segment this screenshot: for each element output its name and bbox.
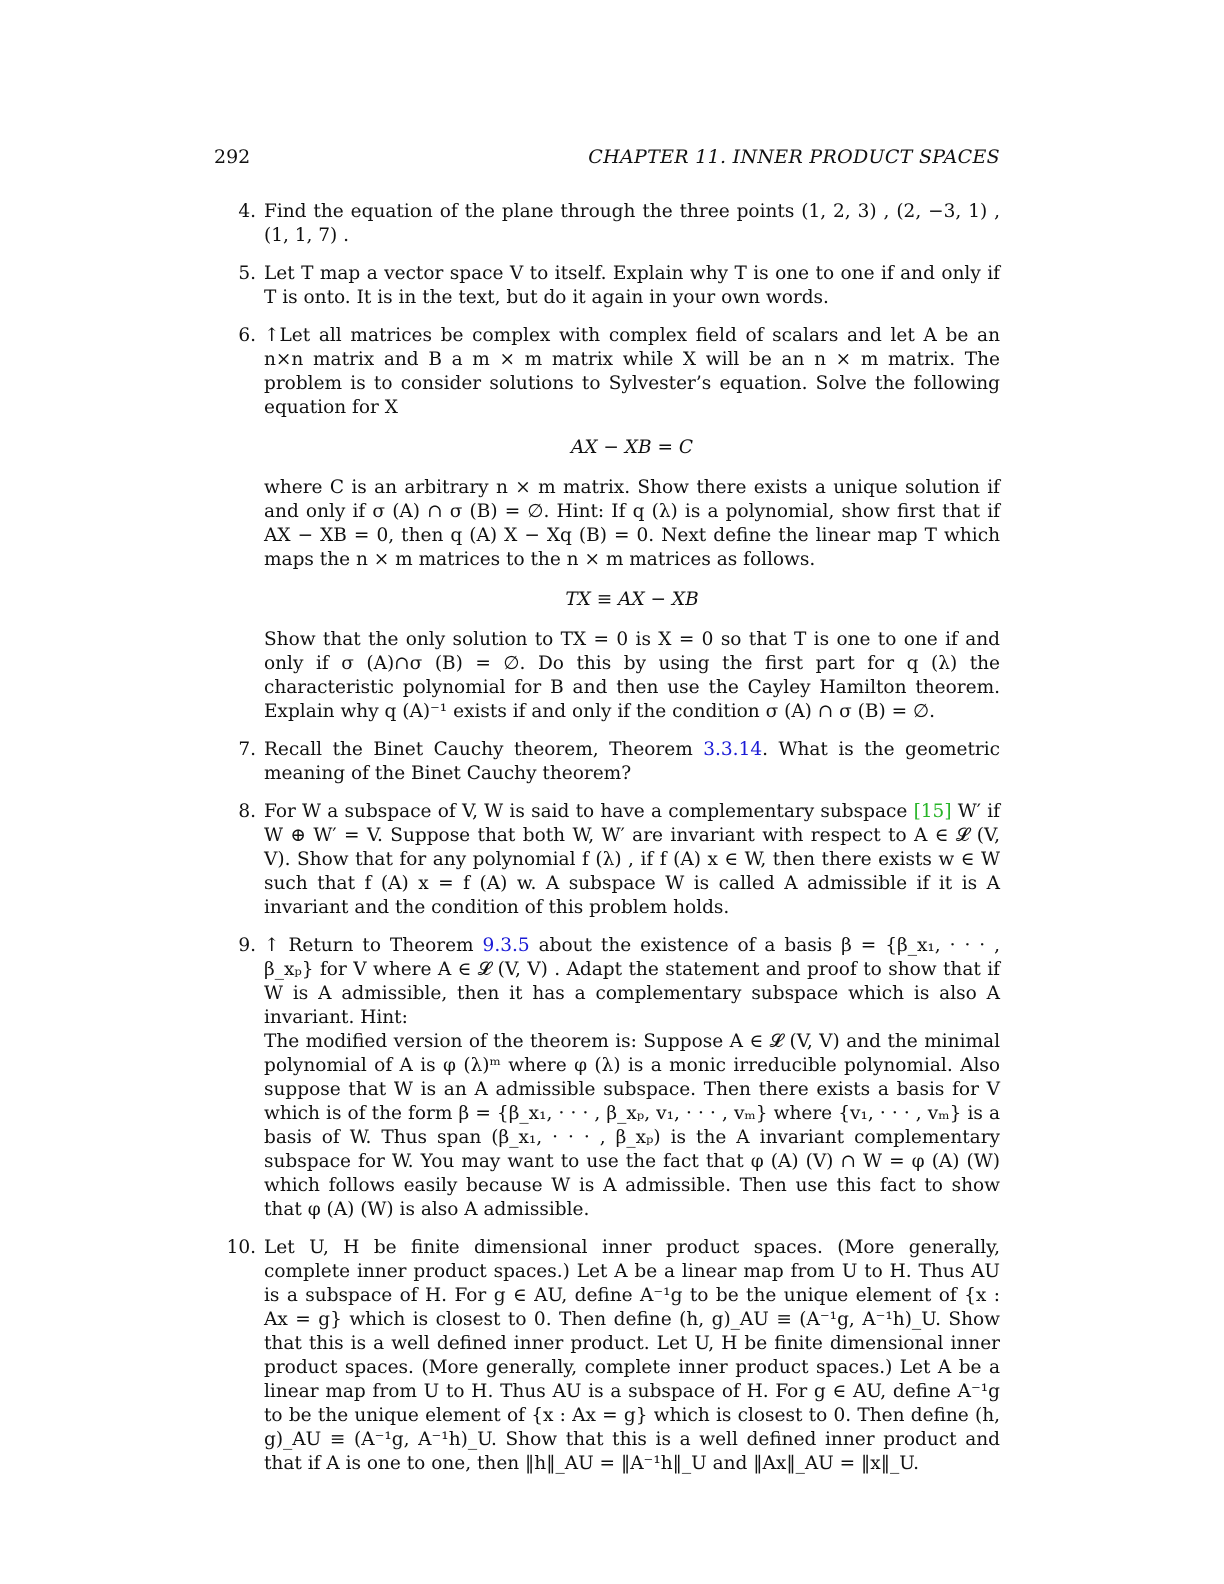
problem-text: Let U, H be finite dimensional inner product spaces. (More generally, complete inner product spaces.) Let A be a linear map from U to H. Thus AU is a subspace of H. For g ∈ AU, define A⁻¹g to be the unique element of {x : Ax = g} which is closest to 0. Then define (h, g)_AU ≡ (A⁻¹g, A⁻¹h)_U. Show that this is a well defined inner product. Let U, H be finite dimensional inner product spaces. (More generally, complete inner product spaces.) Let A be a linear map from U to H. Thus AU is a subspace of H. For g ∈ AU, define A⁻¹g to be the unique element of {x : Ax = g} which is closest to 0. Then define (h, g)_AU ≡ (A⁻¹g, A⁻¹h)_U. Show that this is a well defined inner product and that if A is one to one, then ‖h‖_AU = ‖A⁻¹h‖_U and ‖Ax‖_AU = ‖x‖_U. <box>264 1237 1000 1474</box>
problem-6 <box>224 324 1000 724</box>
problem-text <box>264 934 1000 1030</box>
problem-number: 10. <box>226 1237 256 1258</box>
problem-number: 9. <box>238 935 256 956</box>
problem-5 <box>224 262 1000 310</box>
text-after: W′ if W ⊕ W′ = V. Suppose that both W, W′ are invariant with respect to A ∈ 𝓛 (V, V). Show that for any polynomial f (λ) , if f (A) x ∈ W, then there exists w ∈ W such that f (A) x = f (A) w. A subspace W is called A admissible if it is A invariant and the condition of this problem holds. <box>264 801 1000 918</box>
problem-number: 5. <box>238 263 256 284</box>
text-after: . What is the geometric meaning of the Binet Cauchy theorem? <box>264 739 1000 784</box>
problem-text: Let T map a vector space V to itself. Explain why T is one to one if and only if T is onto. It is in the text, but do it again in your own words. <box>264 263 1000 308</box>
theorem-link[interactable]: 9.3.5 <box>482 935 530 956</box>
problem-number: 8. <box>238 801 256 822</box>
text-before: Recall the Binet Cauchy theorem, Theorem <box>264 739 704 760</box>
problem-8 <box>224 800 1000 920</box>
citation-link[interactable]: [15] <box>913 801 952 822</box>
problem-number: 4. <box>238 201 256 222</box>
theorem-link[interactable]: 3.3.14 <box>703 739 763 760</box>
text-after: about the existence of a basis β = {β_x₁, · · · , β_xₚ} for V where A ∈ 𝓛 (V, V) . Adapt the statement and proof to show that if W is A admissible, then it has a complementary subspace which is also A invariant. Hint: <box>264 935 1000 1028</box>
problem-9 <box>224 934 1000 1222</box>
problem-number: 6. <box>238 325 256 346</box>
problem-end: Show that the only solution to TX = 0 is X = 0 so that T is one to one if and only if σ (A)∩σ (B) = ∅. Do this by using the first part for q (λ) the characteristic polynomial for B and then use the Cayley Hamilton theorem. Explain why q (A)⁻¹ exists if and only if the condition σ (A) ∩ σ (B) = ∅. <box>264 629 1000 722</box>
problem-text: Find the equation of the plane through the three points (1, 2, 3) , (2, −3, 1) , (1, 1, 7) . <box>264 201 1000 246</box>
page-number: 292 <box>214 146 251 168</box>
problem-4 <box>224 200 1000 248</box>
linear-map-equation: TX ≡ AX − XB <box>565 589 699 610</box>
problem-text <box>264 800 1000 920</box>
hint-paragraph: The modified version of the theorem is: Suppose A ∈ 𝓛 (V, V) and the minimal polynomial of A is φ (λ)ᵐ where φ (λ) is a monic irreducible polynomial. Also suppose that W is an A admissible subspace. Then there exists a basis for V which is of the form β = {β_x₁, · · · , β_xₚ, v₁, · · · , vₘ} where {v₁, · · · , vₘ} is a basis of W. Thus span (β_x₁, · · · , β_xₚ) is the A invariant complementary subspace for W. You may want to use the fact that φ (A) (V) ∩ W = φ (A) (W) which follows easily because W is A admissible. Then use this fact to show that φ (A) (W) is also A admissible. <box>264 1031 1000 1220</box>
problem-10 <box>224 1236 1000 1476</box>
text-before: ↑ Return to Theorem <box>264 935 483 956</box>
chapter-title: CHAPTER 11. INNER PRODUCT SPACES <box>588 146 1000 168</box>
text-before: For W a subspace of V, W is said to have a complementary subspace <box>264 801 914 822</box>
sylvester-equation: AX − XB = C <box>571 437 693 458</box>
problem-list <box>224 200 1000 1490</box>
problem-number: 7. <box>238 739 256 760</box>
problem-7 <box>224 738 1000 786</box>
problem-intro: ↑Let all matrices be complex with complex field of scalars and let A be an n×n matrix and B a m × m matrix while X will be an n × m matrix. The problem is to consider solutions to Sylvester’s equation. Solve the following equation for X <box>264 325 1000 418</box>
problem-middle: where C is an arbitrary n × m matrix. Show there exists a unique solution if and only if σ (A) ∩ σ (B) = ∅. Hint: If q (λ) is a polynomial, show first that if AX − XB = 0, then q (A) X − Xq (B) = 0. Next define the linear map T which maps the n × m matrices to the n × m matrices as follows. <box>264 477 1000 570</box>
page-header <box>214 146 1000 168</box>
problem-text <box>264 738 1000 786</box>
